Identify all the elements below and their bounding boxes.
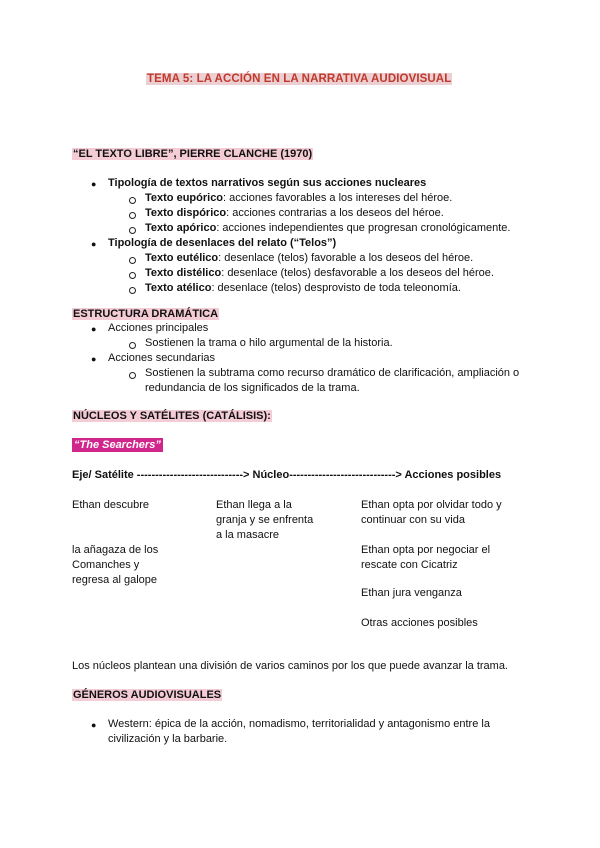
- term: Texto apórico: [145, 222, 217, 234]
- list-item: [145, 221, 510, 236]
- bullet-icon: ●: [91, 354, 97, 364]
- section-heading-texto-libre: [72, 147, 313, 162]
- term: Texto distélico: [145, 267, 222, 279]
- circle-bullet-icon: [129, 227, 136, 234]
- bullet-icon: ●: [91, 179, 97, 189]
- list-item-western: Western: épica de la acción, nomadismo, territorialidad y antagonismo entre la: [108, 718, 490, 730]
- circle-bullet-icon: [129, 197, 136, 204]
- satellite-text-2: [72, 543, 158, 588]
- list-item-tipologia-textos: Tipología de textos narrativos según sus acciones nucleares: [108, 177, 427, 189]
- text-line: a la masacre: [216, 529, 279, 541]
- nucleus-text: [216, 498, 313, 543]
- text-line: continuar con su vida: [361, 514, 465, 526]
- bullet-icon: ●: [91, 720, 97, 730]
- list-item-continuation: civilización y la barbarie.: [108, 733, 228, 745]
- possible-action-4: Otras acciones posibles: [361, 617, 478, 629]
- list-item: Sostienen la trama o hilo argumental de la historia.: [145, 337, 393, 349]
- list-item: [145, 206, 444, 221]
- definition: : acciones favorables a los intereses del héroe.: [223, 192, 453, 204]
- circle-bullet-icon: [129, 272, 136, 279]
- film-label: [72, 438, 163, 453]
- bullet-icon: ●: [91, 324, 97, 334]
- text-line: Ethan opta por olvidar todo y: [361, 499, 502, 511]
- definition: : desenlace (telos) desprovisto de toda teleonomía.: [211, 282, 461, 294]
- text-line: granja y se enfrenta: [216, 514, 314, 526]
- definition: : desenlace (telos) favorable a los deseos del héroe.: [218, 252, 474, 264]
- list-item: [145, 266, 494, 281]
- circle-bullet-icon: [129, 287, 136, 294]
- list-item-continuation: redundancia de los significados de la trama.: [145, 382, 360, 394]
- text-line: regresa al galope: [72, 574, 158, 586]
- possible-action-3: Ethan jura venganza: [361, 587, 462, 599]
- possible-action-1: [361, 498, 502, 528]
- circle-bullet-icon: [129, 257, 136, 264]
- section-heading-text: GÉNEROS AUDIOVISUALES: [73, 689, 222, 701]
- circle-bullet-icon: [129, 212, 136, 219]
- definition: : acciones independientes que progresan cronológicamente.: [216, 222, 511, 234]
- film-title: “The Searchers”: [74, 439, 161, 451]
- term: Texto atélico: [145, 282, 212, 294]
- list-item: [145, 281, 461, 296]
- page-title: [146, 73, 452, 85]
- definition: : desenlace (telos) desfavorable a los deseos del héroe.: [221, 267, 494, 279]
- circle-bullet-icon: [129, 342, 136, 349]
- nucleos-note: Los núcleos plantean una división de varios caminos por los que puede avanzar la trama.: [72, 660, 508, 672]
- text-line: rescate con Cicatriz: [361, 559, 458, 571]
- text-line: Ethan opta por negociar el: [361, 544, 491, 556]
- term: Texto eupórico: [145, 192, 224, 204]
- page-title-text: TEMA 5: LA ACCIÓN EN LA NARRATIVA AUDIOVISUAL: [147, 73, 452, 85]
- circle-bullet-icon: [129, 372, 136, 379]
- text-line: Ethan llega a la: [216, 499, 292, 511]
- section-heading-nucleos: [72, 409, 272, 424]
- list-item: [145, 251, 473, 266]
- list-item: [145, 191, 452, 206]
- section-heading-text: ESTRUCTURA DRAMÁTICA: [73, 308, 219, 320]
- text-line: Comanches y: [72, 559, 140, 571]
- term: Texto eutélico: [145, 252, 219, 264]
- definition: : acciones contrarias a los deseos del héroe.: [226, 207, 444, 219]
- section-heading-estructura: [72, 307, 219, 322]
- schema-line: Eje/ Satélite -----------------------------> Núcleo-----------------------------> Acciones posibles: [72, 469, 502, 481]
- section-heading-text: NÚCLEOS Y SATÉLITES (CATÁLISIS):: [73, 410, 271, 422]
- text-line: la añagaza de los: [72, 544, 159, 556]
- possible-action-2: [361, 543, 490, 573]
- bullet-icon: ●: [91, 239, 97, 249]
- section-heading-generos: [72, 688, 222, 703]
- list-item: Sostienen la subtrama como recurso dramático de clarificación, ampliación o: [145, 367, 520, 379]
- term: Texto dispórico: [145, 207, 227, 219]
- list-item-acciones-principales: Acciones principales: [108, 322, 209, 334]
- list-item-tipologia-desenlaces: Tipología de desenlaces del relato (“Telos”): [108, 237, 337, 249]
- section-heading-text: “EL TEXTO LIBRE”, PIERRE CLANCHE (1970): [73, 148, 313, 160]
- list-item-acciones-secundarias: Acciones secundarias: [108, 352, 216, 364]
- satellite-text-1: Ethan descubre: [72, 499, 150, 511]
